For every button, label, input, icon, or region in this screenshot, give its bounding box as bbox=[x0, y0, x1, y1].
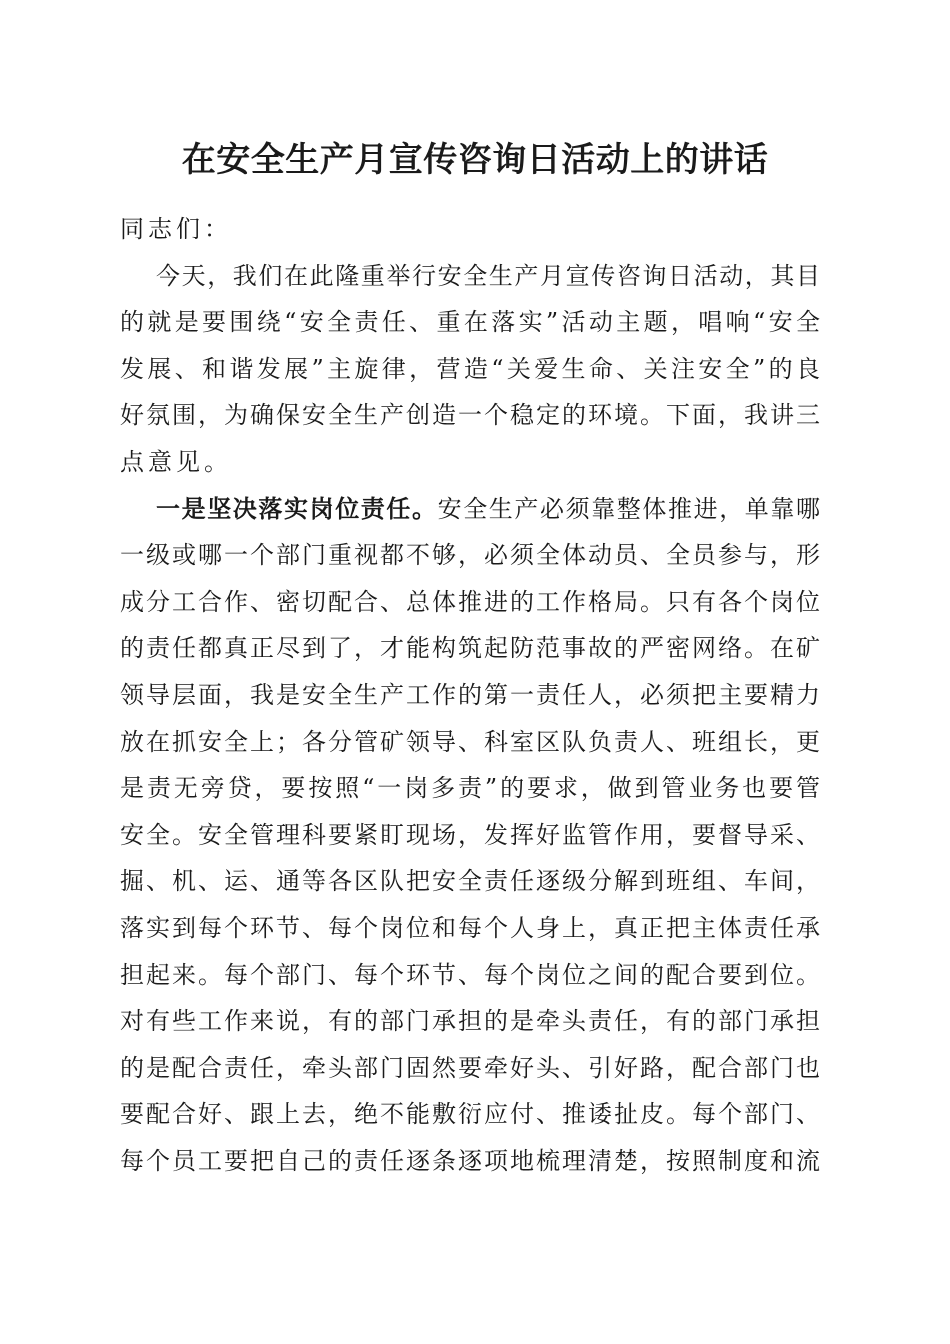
paragraph-2-line-6 bbox=[120, 719, 820, 766]
paragraph-2-line-15 bbox=[120, 1138, 820, 1185]
paragraph-1-line-3 bbox=[120, 346, 820, 393]
paragraph-1-line-5 bbox=[120, 439, 820, 486]
text-line: 好氛围，为确保安全生产创造一个稳定的环境。下面，我讲三 bbox=[120, 401, 820, 430]
paragraph-1-line-2 bbox=[120, 299, 820, 346]
paragraph-2-line-8 bbox=[120, 812, 820, 859]
text-line: 担起来。每个部门、每个环节、每个岗位之间的配合要到位。 bbox=[120, 960, 820, 989]
salutation: 同志们： bbox=[120, 215, 232, 243]
paragraph-2-line-10 bbox=[120, 905, 820, 952]
text-line: 成分工合作、密切配合、总体推进的工作格局。只有各个岗位 bbox=[120, 587, 820, 616]
text-line: 落实到每个环节、每个岗位和每个人身上，真正把主体责任承 bbox=[120, 913, 820, 942]
paragraph-2-line-9 bbox=[120, 858, 820, 905]
text-line: 安全。安全管理科要紧盯现场，发挥好监管作用，要督导采、 bbox=[120, 820, 820, 849]
paragraph-2-first-rest: 安全生产必须靠整体推进，单靠哪 bbox=[437, 494, 821, 523]
paragraph-1-line-4 bbox=[120, 392, 820, 439]
text-line: 的是配合责任，牵头部门固然要牵好头、引好路，配合部门也 bbox=[120, 1053, 820, 1082]
text-line: 掘、机、运、通等各区队把安全责任逐级分解到班组、车间， bbox=[120, 867, 820, 896]
text-line: 点意见。 bbox=[120, 447, 232, 476]
text-line: 的责任都真正尽到了，才能构筑起防范事故的严密网络。在矿 bbox=[120, 634, 820, 663]
paragraph-2-line-13 bbox=[120, 1045, 820, 1092]
paragraph-1-line-1 bbox=[120, 253, 820, 300]
text-line: 是责无旁贷，要按照“一岗多责”的要求，做到管业务也要管 bbox=[120, 774, 820, 803]
text-line: 一级或哪一个部门重视都不够，必须全体动员、全员参与，形 bbox=[120, 541, 820, 570]
text-line: 发展、和谐发展”主旋律，营造“关爱生命、关注安全”的良 bbox=[120, 354, 820, 383]
text-line: 的就是要围绕“安全责任、重在落实”活动主题，唱响“安全 bbox=[120, 308, 820, 337]
text-line: 每个员工要把自己的责任逐条逐项地梳理清楚，按照制度和流 bbox=[120, 1146, 820, 1175]
paragraph-2-line-12 bbox=[120, 998, 820, 1045]
paragraph-2-line-5 bbox=[120, 672, 820, 719]
text-line: 放在抓安全上；各分管矿领导、科室区队负责人、班组长，更 bbox=[120, 727, 820, 756]
paragraph-2-lead: 一是坚决落实岗位责任。 bbox=[156, 493, 438, 523]
text-line: 今天，我们在此隆重举行安全生产月宣传咨询日活动，其目 bbox=[156, 261, 820, 290]
document-body bbox=[120, 206, 820, 1184]
paragraph-2-line-1 bbox=[120, 486, 820, 533]
paragraph-2-line-14 bbox=[120, 1091, 820, 1138]
text-line: 要配合好、跟上去，绝不能敷衍应付、推诿扯皮。每个部门、 bbox=[120, 1100, 820, 1129]
document-title: 在安全生产月宣传咨询日活动上的讲话 bbox=[181, 140, 769, 180]
text-line: 对有些工作来说，有的部门承担的是牵头责任，有的部门承担 bbox=[120, 1007, 820, 1036]
paragraph-2-line-7 bbox=[120, 765, 820, 812]
text-line bbox=[156, 486, 820, 533]
paragraph-2-line-11 bbox=[120, 952, 820, 999]
paragraph-2-line-3 bbox=[120, 579, 820, 626]
paragraph-2-line-4 bbox=[120, 625, 820, 672]
salutation-line bbox=[120, 206, 820, 253]
paragraph-2-line-2 bbox=[120, 532, 820, 579]
text-line: 领导层面，我是安全生产工作的第一责任人，必须把主要精力 bbox=[120, 680, 820, 709]
